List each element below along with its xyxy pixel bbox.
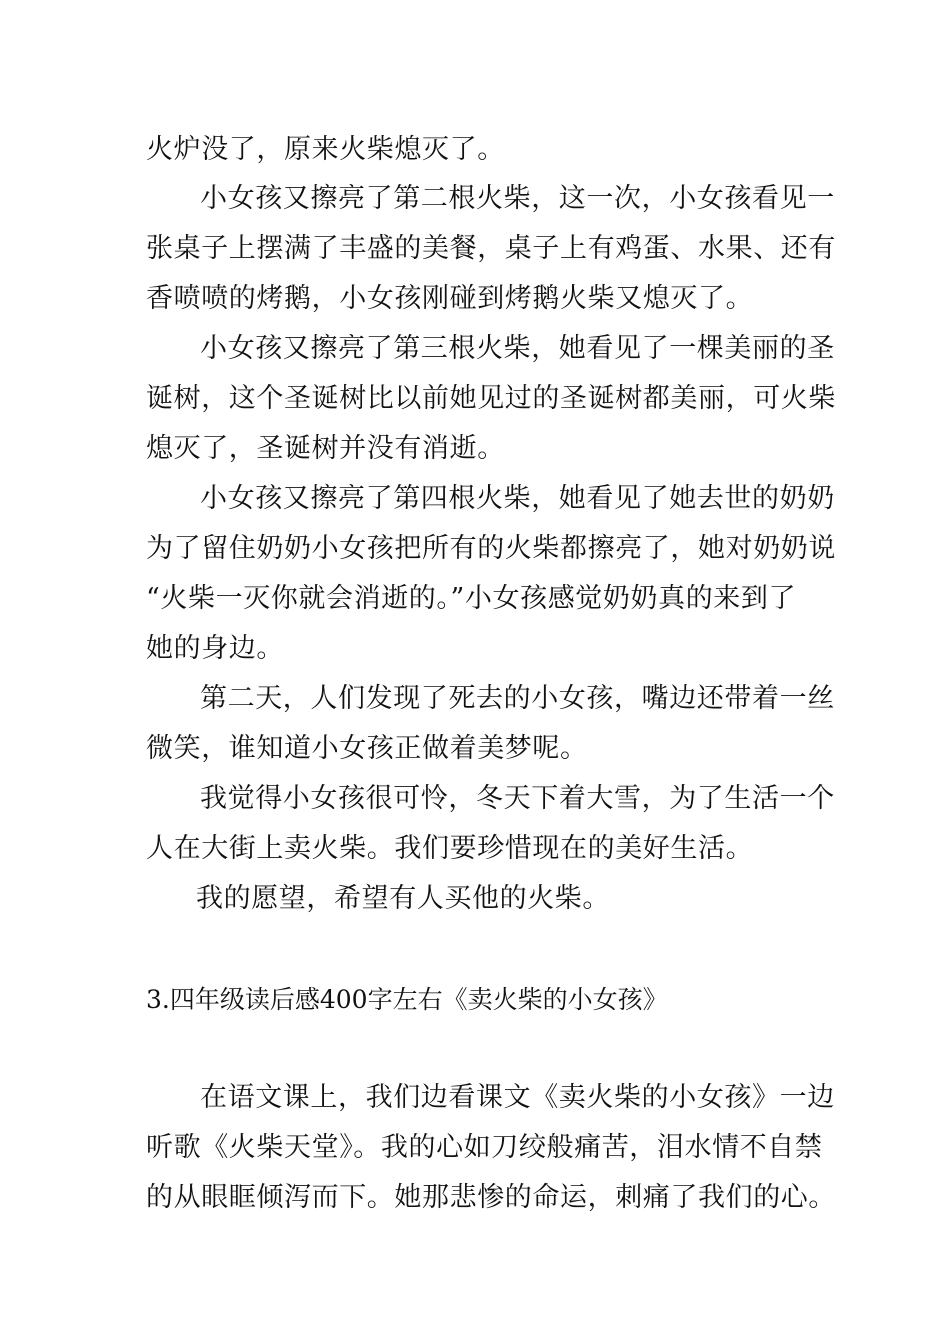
paragraph-line: 小女孩又擦亮了第三根火柴，她看见了一棵美丽的圣 [200,333,835,364]
paragraph-line: 第二天，人们发现了死去的小女孩，嘴边还带着一丝 [200,683,835,714]
paragraph-line: 火炉没了，原来火柴熄灭了。 [146,134,505,165]
paragraph-line: 在语文课上，我们边看课文《卖火柴的小女孩》一边 [200,1082,835,1113]
paragraph-line: “火柴一灭你就会消逝的。”小女孩感觉奶奶真的来到了 [146,583,797,614]
paragraph-line: 微笑，谁知道小女孩正做着美梦呢。 [146,733,588,764]
paragraph-line: 的从眼眶倾泻而下。她那悲惨的命运，刺痛了我们的心。 [146,1182,836,1213]
paragraph-line: 听歌《火柴天堂》。我的心如刀绞般痛苦，泪水情不自禁 [146,1132,823,1163]
paragraph-line: 我的愿望，希望有人买他的火柴。 [196,883,610,914]
paragraph-line: 张桌子上摆满了丰盛的美餐，桌子上有鸡蛋、水果、还有 [146,233,836,264]
paragraph-line: 熄灭了，圣诞树并没有消逝。 [146,433,505,464]
paragraph-line: 香喷喷的烤鹅，小女孩刚碰到烤鹅火柴又熄灭了。 [146,283,754,314]
paragraph-line: 她的身边。 [146,633,284,664]
paragraph-line: 为了留住奶奶小女孩把所有的火柴都擦亮了，她对奶奶说 [146,533,836,564]
paragraph-line: 人在大街上卖火柴。我们要珍惜现在的美好生活。 [146,833,754,864]
paragraph-line: 小女孩又擦亮了第二根火柴，这一次，小女孩看见一 [200,183,835,214]
paragraph-line: 我觉得小女孩很可怜，冬天下着大雪，为了生活一个 [200,783,835,814]
paragraph-line: 小女孩又擦亮了第四根火柴，她看见了她去世的奶奶 [200,483,835,514]
paragraph-line: 诞树，这个圣诞树比以前她见过的圣诞树都美丽，可火柴 [146,383,836,414]
section-heading: 3.四年级读后感400字左右《卖火柴的小女孩》 [146,985,668,1014]
